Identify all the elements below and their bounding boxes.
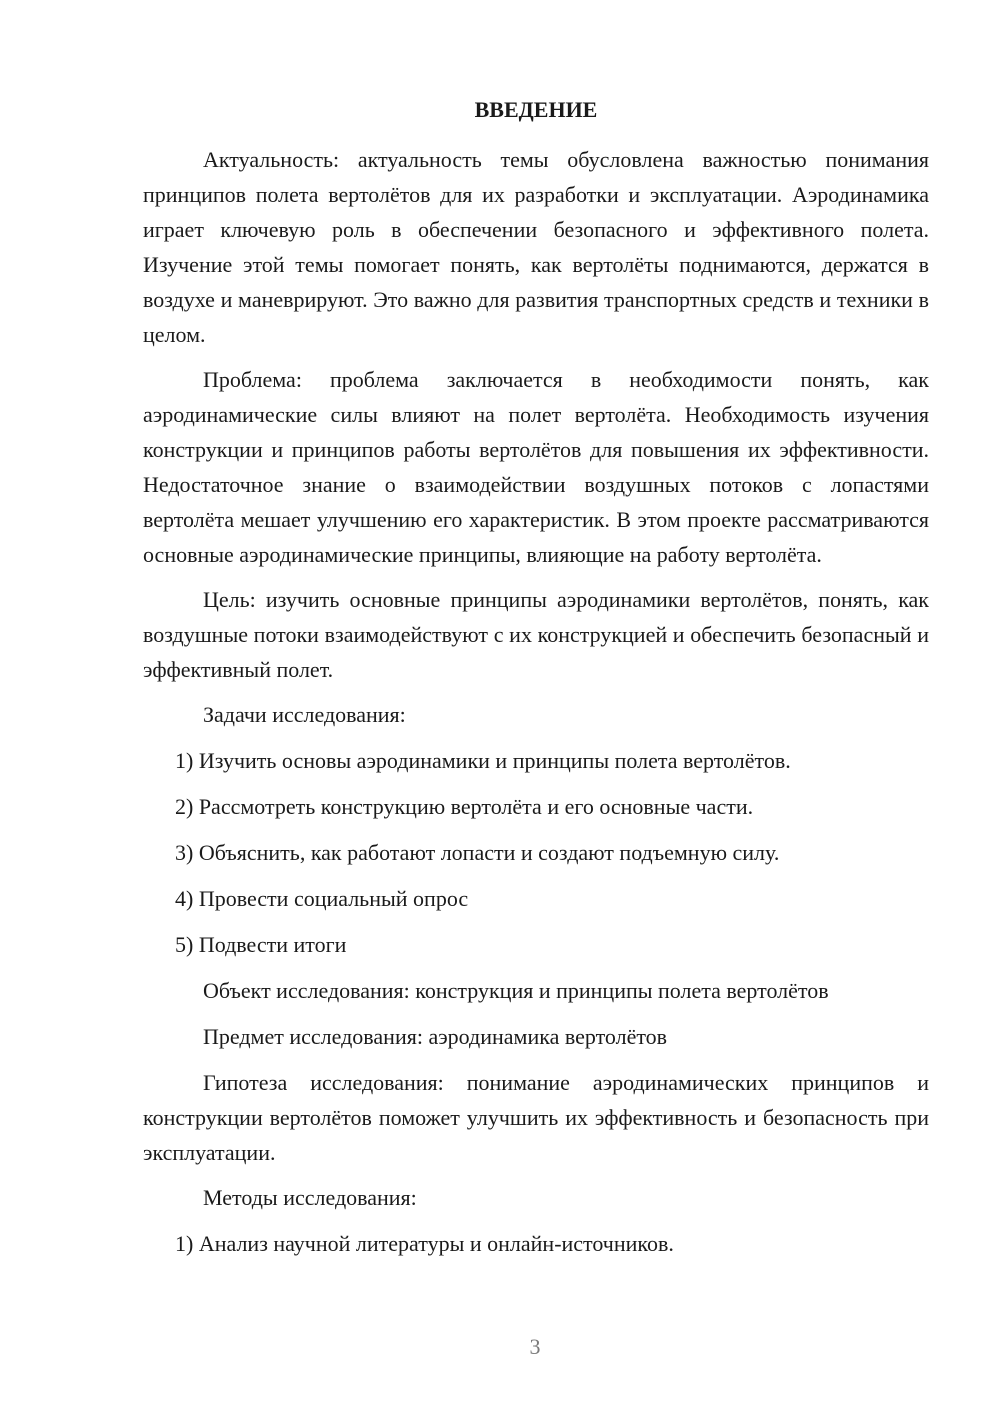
object-paragraph: Объект исследования: конструкция и принципы полета вертолётов bbox=[203, 978, 829, 1003]
list-item: 1) Изучить основы аэродинамики и принципы полета вертолётов. bbox=[175, 748, 791, 773]
tasks-heading: Задачи исследования: bbox=[203, 702, 406, 727]
methods-heading: Методы исследования: bbox=[203, 1185, 417, 1210]
relevance-paragraph: Актуальность: актуальность темы обусловлена важностью понимания принципов полета вертолётов для их разработки и эксплуатации. Аэродинамика играет ключевую роль в обеспечении безопасного и эффективного полета. Изучение этой темы помогает понять, как вертолёты поднимаются, держатся в воздухе и маневрируют. Это важно для развития транспортных средств и техники в целом. bbox=[143, 147, 929, 347]
page-body bbox=[143, 95, 929, 1272]
list-item: 4) Провести социальный опрос bbox=[175, 886, 469, 911]
subject-paragraph: Предмет исследования: аэродинамика вертолётов bbox=[203, 1024, 668, 1049]
page-title: ВВЕДЕНИЕ bbox=[474, 97, 598, 122]
list-item: 2) Рассмотреть конструкцию вертолёта и его основные части. bbox=[175, 794, 754, 819]
tasks-list bbox=[143, 743, 929, 962]
problem-paragraph: Проблема: проблема заключается в необходимости понять, как аэродинамические силы влияют на полет вертолёта. Необходимость изучения конструкции и принципов работы вертолётов для повышения их эффективности. Недостаточное знание о взаимодействии воздушных потоков с лопастями вертолёта мешает улучшению его характеристик. В этом проекте рассматриваются основные аэродинамические принципы, влияющие на работу вертолёта. bbox=[143, 367, 929, 567]
page-number: 3 bbox=[529, 1334, 541, 1359]
methods-list bbox=[143, 1226, 929, 1261]
list-item: 3) Объяснить, как работают лопасти и создают подъемную силу. bbox=[175, 840, 780, 865]
list-item: 1) Анализ научной литературы и онлайн-источников. bbox=[175, 1231, 674, 1256]
hypothesis-paragraph: Гипотеза исследования: понимание аэродинамических принципов и конструкции вертолётов поможет улучшить их эффективность и безопасность при эксплуатации. bbox=[143, 1070, 929, 1165]
list-item: 5) Подвести итоги bbox=[175, 932, 347, 957]
goal-paragraph: Цель: изучить основные принципы аэродинамики вертолётов, понять, как воздушные потоки взаимодействуют с их конструкцией и обеспечить безопасный и эффективный полет. bbox=[143, 587, 929, 682]
